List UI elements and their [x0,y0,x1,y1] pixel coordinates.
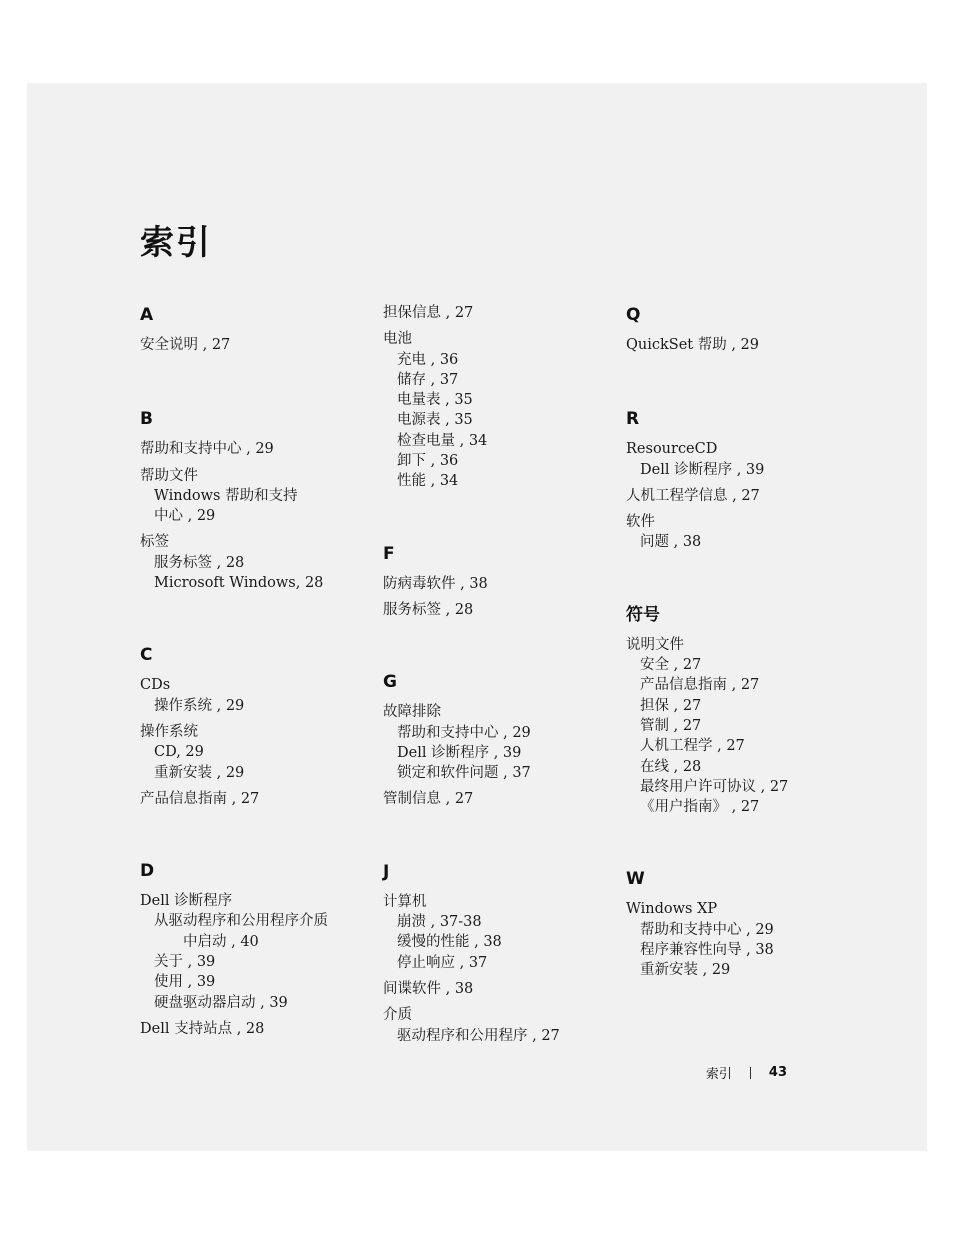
index-entry [626,899,861,980]
index-entry [626,439,861,480]
entry-subterm: 中心 , 29 [154,508,216,525]
index-entry [140,335,375,355]
entry-subterm: 电量表 , 35 [397,392,473,409]
entry-term: 操作系统 [140,723,198,740]
section-heading-q: Q [626,305,641,325]
entry-subterm: 关于 , 39 [154,954,216,971]
entry-subterm: 产品信息指南 , 27 [640,677,760,694]
entry-subterm: 重新安装 , 29 [640,962,731,979]
index-entry [626,635,861,818]
entry-term: 电池 [383,331,412,348]
index-column-3 [626,303,861,987]
index-entry [626,512,861,553]
index-entry [140,722,375,783]
index-entry [626,486,861,506]
entry-subterm: 帮助和支持中心 , 29 [640,921,774,938]
entry-subterm: 操作系统 , 29 [154,697,245,714]
entry-term: 产品信息指南 , 27 [140,790,260,807]
entry-subterm: 从驱动程序和公用程序介质 [154,913,328,930]
index-entry [626,335,861,355]
index-column-2 [383,303,618,1052]
section-heading-c: C [140,645,153,666]
index-entry [383,892,618,973]
index-entry [383,1005,618,1046]
index-entry [140,1019,375,1039]
footer-divider [750,1067,751,1079]
index-column-1 [140,303,375,1045]
entry-subterm: Windows 帮助和支持 [154,487,298,504]
section-heading-w: W [626,869,645,890]
page-number: 43 [768,1065,787,1080]
entry-term: 人机工程学信息 , 27 [626,487,760,504]
section-heading-j: J [383,861,390,882]
entry-subterm: 检查电量 , 34 [397,432,488,449]
index-entry [383,702,618,783]
entry-term: 管制信息 , 27 [383,791,474,808]
entry-term: 帮助文件 [140,467,198,484]
page-title: 索引 [140,223,212,263]
entry-subterm: 电源表 , 35 [397,412,473,429]
entry-subterm-continuation: 中启动 , 40 [183,933,259,950]
entry-term: 防病毒软件 , 38 [383,575,488,592]
entry-term: Windows XP [626,901,718,918]
entry-term: 担保信息 , 27 [383,305,474,321]
index-entry [140,891,375,1013]
entry-subterm: Dell 诊断程序 , 39 [397,744,522,761]
entry-term: 故障排除 [383,704,441,721]
section-heading-symbols: 符号 [626,604,660,625]
index-entry [140,439,375,459]
entry-subterm: Dell 诊断程序 , 39 [640,461,765,478]
index-entry [140,532,375,593]
index-entry [140,789,375,809]
index-entry [383,789,618,809]
index-entry [383,303,618,323]
entry-term: 服务标签 , 28 [383,601,474,618]
entry-subterm: 硬盘驱动器启动 , 39 [154,994,288,1011]
entry-subterm: 缓慢的性能 , 38 [397,934,502,951]
entry-term: CDs [140,677,171,694]
entry-subterm: 帮助和支持中心 , 29 [397,724,531,741]
index-entry [383,600,618,620]
document-page [27,83,927,1151]
index-entry [140,466,375,527]
entry-subterm: CD, 29 [154,744,204,761]
index-entry [140,675,375,716]
entry-subterm: 储存 , 37 [397,371,459,388]
entry-subterm: 最终用户许可协议 , 27 [640,778,789,795]
index-entry [383,329,618,491]
section-heading-g: G [383,672,397,693]
section-heading-b: B [140,409,153,430]
page-footer [706,1063,787,1082]
entry-term: 计算机 [383,893,427,910]
section-heading-a: A [140,305,154,325]
section-heading-r: R [626,409,640,430]
entry-term: 软件 [626,514,655,531]
entry-term: 安全说明 , 27 [140,337,231,353]
entry-subterm: 性能 , 34 [397,473,459,490]
entry-subterm: 人机工程学 , 27 [640,738,745,755]
index-entry [383,574,618,594]
entry-subterm: 担保 , 27 [640,697,702,714]
entry-subterm: 锁定和软件问题 , 37 [397,765,531,782]
entry-subterm: Microsoft Windows, 28 [154,575,324,592]
entry-term: 介质 [383,1007,412,1024]
entry-term: 说明文件 [626,636,684,653]
entry-term: QuickSet 帮助 , 29 [626,337,759,353]
entry-term: Dell 诊断程序 [140,893,233,910]
entry-subterm: 问题 , 38 [640,534,702,551]
entry-subterm: 崩溃 , 37-38 [397,914,482,931]
entry-term: Dell 支持站点 , 28 [140,1020,265,1037]
entry-subterm: 充电 , 36 [397,351,459,368]
entry-subterm: 使用 , 39 [154,974,216,991]
section-heading-f: F [383,543,395,564]
entry-subterm: 程序兼容性向导 , 38 [640,942,774,959]
entry-subterm: 在线 , 28 [640,758,702,775]
section-heading-d: D [140,861,155,882]
index-entry [383,979,618,999]
entry-subterm: 《用户指南》 , 27 [640,799,760,816]
entry-subterm: 安全 , 27 [640,657,702,674]
entry-subterm: 卸下 , 36 [397,453,459,470]
entry-term: ResourceCD [626,441,718,458]
entry-subterm: 服务标签 , 28 [154,554,245,571]
entry-subterm: 重新安装 , 29 [154,764,245,781]
footer-section-label: 索引 [705,1067,732,1082]
entry-term: 标签 [140,534,169,551]
entry-subterm: 停止响应 , 37 [397,954,488,971]
entry-subterm: 管制 , 27 [640,717,702,734]
entry-term: 间谍软件 , 38 [383,980,474,997]
entry-term: 帮助和支持中心 , 29 [140,441,274,458]
entry-subterm: 驱动程序和公用程序 , 27 [397,1027,560,1044]
